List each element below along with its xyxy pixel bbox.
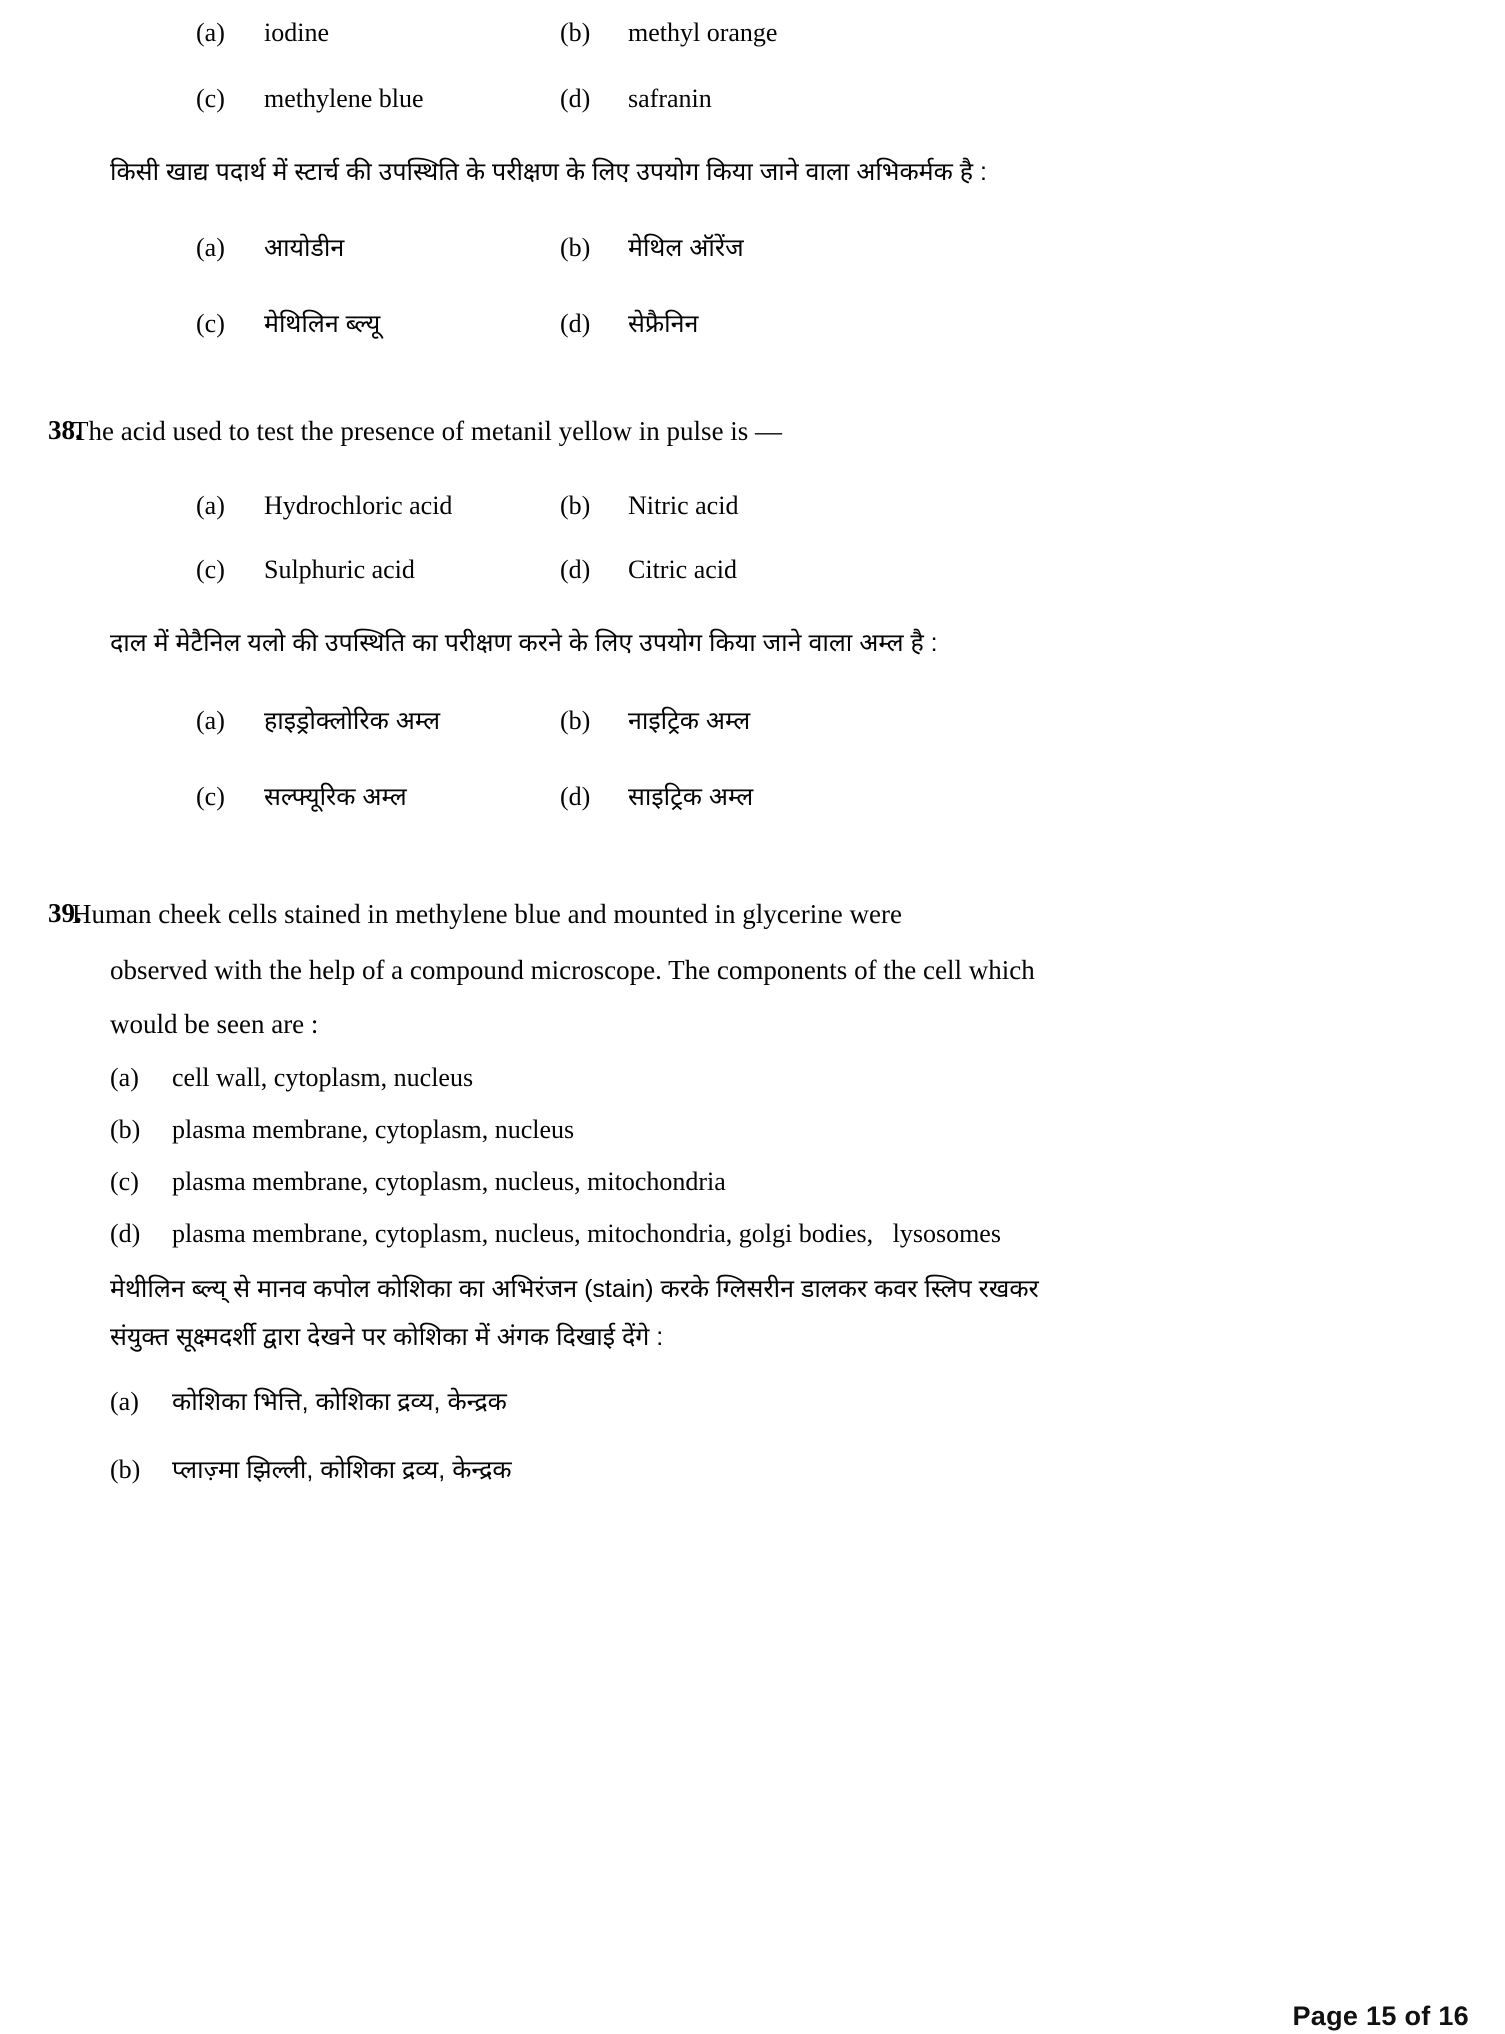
option-a-hindi[interactable] [0, 705, 560, 739]
option-label: (d) [560, 308, 591, 338]
option-text: प्लाज़्मा झिल्ली, कोशिका द्रव्य, केन्द्रक [172, 1456, 512, 1485]
option-b-hindi[interactable] [560, 705, 1160, 739]
question-stem-line [0, 898, 1505, 932]
option-a[interactable] [0, 1063, 1505, 1093]
question-stem-hindi-line-2: संयुक्त सूक्ष्मदर्शी द्वारा देखने पर कोशिका में अंगक दिखाई देंगे : [110, 1322, 664, 1351]
option-d[interactable] [560, 84, 1160, 114]
question-block-39 [0, 898, 1505, 1488]
page-footer: Page 15 of 16 [1292, 2001, 1469, 2031]
option-text: methyl orange [628, 18, 778, 47]
option-d-hindi[interactable] [560, 308, 1160, 342]
option-text: मेथिलिन ब्ल्यू [264, 309, 381, 338]
option-text: Hydrochloric acid [264, 491, 453, 520]
question-stem-english-line-1: Human cheek cells stained in methylene blue and mounted in glycerine were [72, 899, 902, 930]
option-text: कोशिका भित्ति, कोशिका द्रव्य, केन्द्रक [172, 1388, 507, 1417]
option-a[interactable] [0, 491, 560, 521]
option-b[interactable] [0, 1115, 1505, 1145]
option-row-hindi [0, 781, 1505, 815]
option-label: (d) [560, 781, 591, 811]
option-row-hindi [0, 705, 1505, 739]
option-d[interactable] [0, 1219, 1505, 1249]
option-row [0, 555, 1505, 585]
question-block-38 [0, 415, 1505, 814]
question-number: 38. [48, 415, 82, 446]
option-label: (d) [560, 555, 591, 584]
option-row-hindi [0, 232, 1505, 266]
option-row-hindi [0, 308, 1505, 342]
question-block-37 [0, 0, 1505, 341]
option-label: (c) [196, 308, 225, 338]
option-text: मेथिल ऑरेंज [628, 233, 744, 262]
option-a[interactable] [0, 18, 560, 48]
option-text: plasma membrane, cytoplasm, nucleus, mitochondria, golgi bodies, lysosomes [172, 1218, 1001, 1248]
option-label: (b) [560, 705, 591, 735]
option-b[interactable] [560, 18, 1160, 48]
option-label: (b) [110, 1114, 141, 1144]
option-label: (a) [196, 18, 225, 47]
option-label: (a) [110, 1387, 139, 1417]
option-label: (c) [196, 555, 225, 584]
option-text: plasma membrane, cytoplasm, nucleus [172, 1114, 575, 1144]
option-label: (a) [196, 491, 225, 520]
option-c[interactable] [0, 555, 560, 585]
option-text: Sulphuric acid [264, 555, 415, 584]
option-text: plasma membrane, cytoplasm, nucleus, mitochondria [172, 1166, 726, 1196]
option-label: (b) [560, 232, 591, 262]
option-c[interactable] [0, 1167, 1505, 1197]
option-d[interactable] [560, 555, 1160, 585]
option-label: (d) [560, 84, 591, 113]
option-text: सेफ्रैनिन [628, 309, 699, 338]
option-text: साइट्रिक अम्ल [628, 782, 754, 811]
question-stem-line [0, 415, 1505, 449]
question-stem-hindi: किसी खाद्य पदार्थ में स्टार्च की उपस्थिति के परीक्षण के लिए उपयोग किया जाने वाला अभिकर्मक है : [110, 158, 987, 186]
option-label: (b) [110, 1455, 141, 1485]
option-text: हाइड्रोक्लोरिक अम्ल [264, 706, 441, 735]
option-text: Nitric acid [628, 491, 739, 520]
question-number: 39. [48, 898, 82, 929]
option-a-hindi[interactable] [0, 232, 560, 266]
option-row [0, 491, 1505, 521]
option-label: (a) [110, 1062, 139, 1092]
option-label: (d) [110, 1218, 141, 1248]
option-label: (b) [560, 491, 591, 520]
option-text: आयोडीन [264, 233, 345, 262]
option-d-hindi[interactable] [560, 781, 1160, 815]
option-label: (a) [196, 232, 225, 262]
option-text: सल्फ्यूरिक अम्ल [264, 782, 407, 811]
option-label: (c) [110, 1166, 139, 1196]
option-label: (b) [560, 18, 591, 47]
option-text: iodine [264, 18, 329, 47]
option-text: नाइट्रिक अम्ल [628, 706, 751, 735]
option-row [0, 18, 1505, 48]
option-label: (c) [196, 84, 225, 113]
option-c-hindi[interactable] [0, 308, 560, 342]
option-b-hindi[interactable] [560, 232, 1160, 266]
option-text: Citric acid [628, 555, 738, 584]
option-label: (a) [196, 705, 225, 735]
option-text: cell wall, cytoplasm, nucleus [172, 1062, 474, 1092]
question-stem-hindi-line-1: मेथीलिन ब्ल्य् से मानव कपोल कोशिका का अभिरंजन (stain) करके ग्लिसरीन डालकर कवर स्लिप रखकर [110, 1274, 1039, 1303]
option-a-hindi[interactable] [0, 1386, 1505, 1420]
question-stem-hindi: दाल में मेटैनिल यलो की उपस्थिति का परीक्षण करने के लिए उपयोग किया जाने वाला अम्ल है : [110, 629, 938, 657]
option-b-hindi[interactable] [0, 1454, 1505, 1488]
question-stem-english-line-2: observed with the help of a compound microscope. The components of the cell which [110, 955, 1035, 985]
question-stem-english-line-3: would be seen are : [110, 1009, 319, 1040]
option-label: (c) [196, 781, 225, 811]
option-text: methylene blue [264, 84, 424, 113]
option-row [0, 84, 1505, 114]
option-text: safranin [628, 84, 712, 113]
option-c[interactable] [0, 84, 560, 114]
option-b[interactable] [560, 491, 1160, 521]
option-c-hindi[interactable] [0, 781, 560, 815]
question-stem-english: The acid used to test the presence of metanil yellow in pulse is — [72, 416, 783, 447]
